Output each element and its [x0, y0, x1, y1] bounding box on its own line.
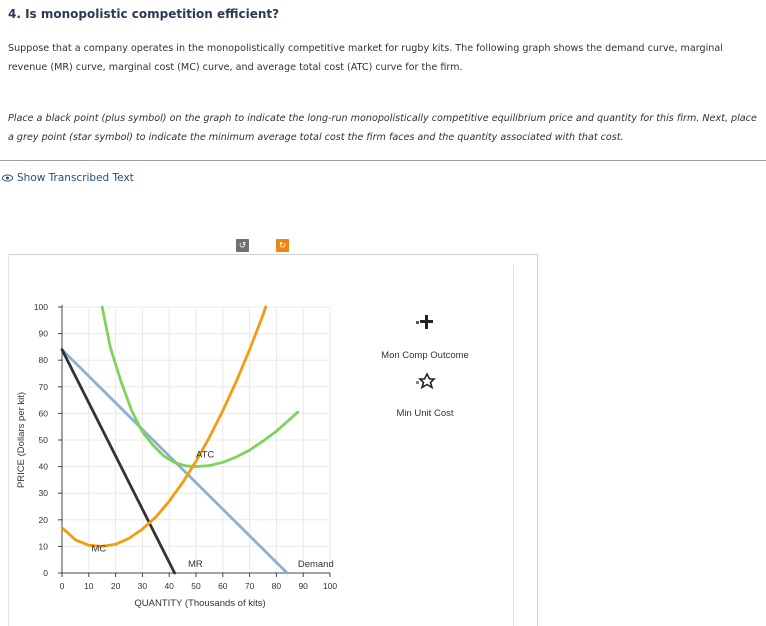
x-tick-label: 30 [137, 581, 148, 591]
y-tick-label: 80 [38, 355, 48, 366]
y-tick-label: 100 [33, 302, 48, 312]
x-tick-label: 100 [322, 581, 338, 591]
y-tick-label: 70 [38, 381, 48, 392]
x-tick-label: 20 [110, 581, 121, 591]
reset-icon: ↻ [278, 240, 287, 251]
x-tick-label: 70 [244, 581, 255, 591]
y-tick-label: 30 [38, 488, 48, 499]
x-tick-label: 60 [218, 581, 228, 591]
mr-label: MR [187, 558, 203, 570]
y-tick-label: 50 [38, 435, 48, 445]
atc-label: ATC [196, 449, 215, 461]
undo-icon: ↺ [238, 240, 247, 251]
y-tick-label: 90 [38, 328, 48, 339]
y-axis-label: PRICE (Dollars per kit) [16, 391, 27, 489]
star-icon [412, 372, 436, 392]
question-title: 4. Is monopolistic competition efficient? [8, 7, 280, 21]
question-instructions: Place a black point (plus symbol) on the graph to indicate the long-run monopolistically competitive equilibrium price and quantity for this firm. Next, place a grey point (star symbol) to indicate the minimum average total cost the firm faces and the quantity associated with that cost. [8, 113, 757, 143]
x-tick-label: 10 [84, 581, 94, 591]
x-tick-label: 90 [298, 581, 308, 591]
demand-label: Demand [297, 558, 334, 570]
mc-curve [62, 307, 266, 546]
mon-comp-tool[interactable] [412, 312, 436, 336]
x-axis-label: QUANTITY (Thousands of kits) [134, 598, 266, 609]
question-intro: Suppose that a company operates in the monopolistically competitive market for rugby kits. The following graph shows the demand curve, marginal revenue (MR) curve, marginal cost (MC) curve, and average total cost (ATC) curve for the firm. [8, 43, 723, 73]
mr-curve [62, 350, 175, 573]
y-tick-label: 0 [43, 568, 48, 578]
x-tick-label: 50 [191, 581, 201, 591]
y-tick-label: 40 [38, 461, 48, 472]
y-tick-label: 10 [38, 541, 48, 552]
y-tick-label: 60 [38, 408, 48, 419]
y-tick-label: 20 [38, 514, 48, 525]
min-unit-tool[interactable] [412, 372, 436, 396]
show-transcribed-label: Show Transcribed Text [17, 172, 134, 184]
x-tick-label: 40 [164, 581, 174, 591]
mon-comp-label: Mon Comp Outcome [381, 350, 469, 361]
x-tick-label: 0 [59, 581, 65, 591]
min-unit-label: Min Unit Cost [396, 408, 454, 419]
mc-label: MC [91, 543, 107, 555]
x-tick-label: 80 [271, 581, 282, 591]
plus-icon [412, 312, 436, 332]
